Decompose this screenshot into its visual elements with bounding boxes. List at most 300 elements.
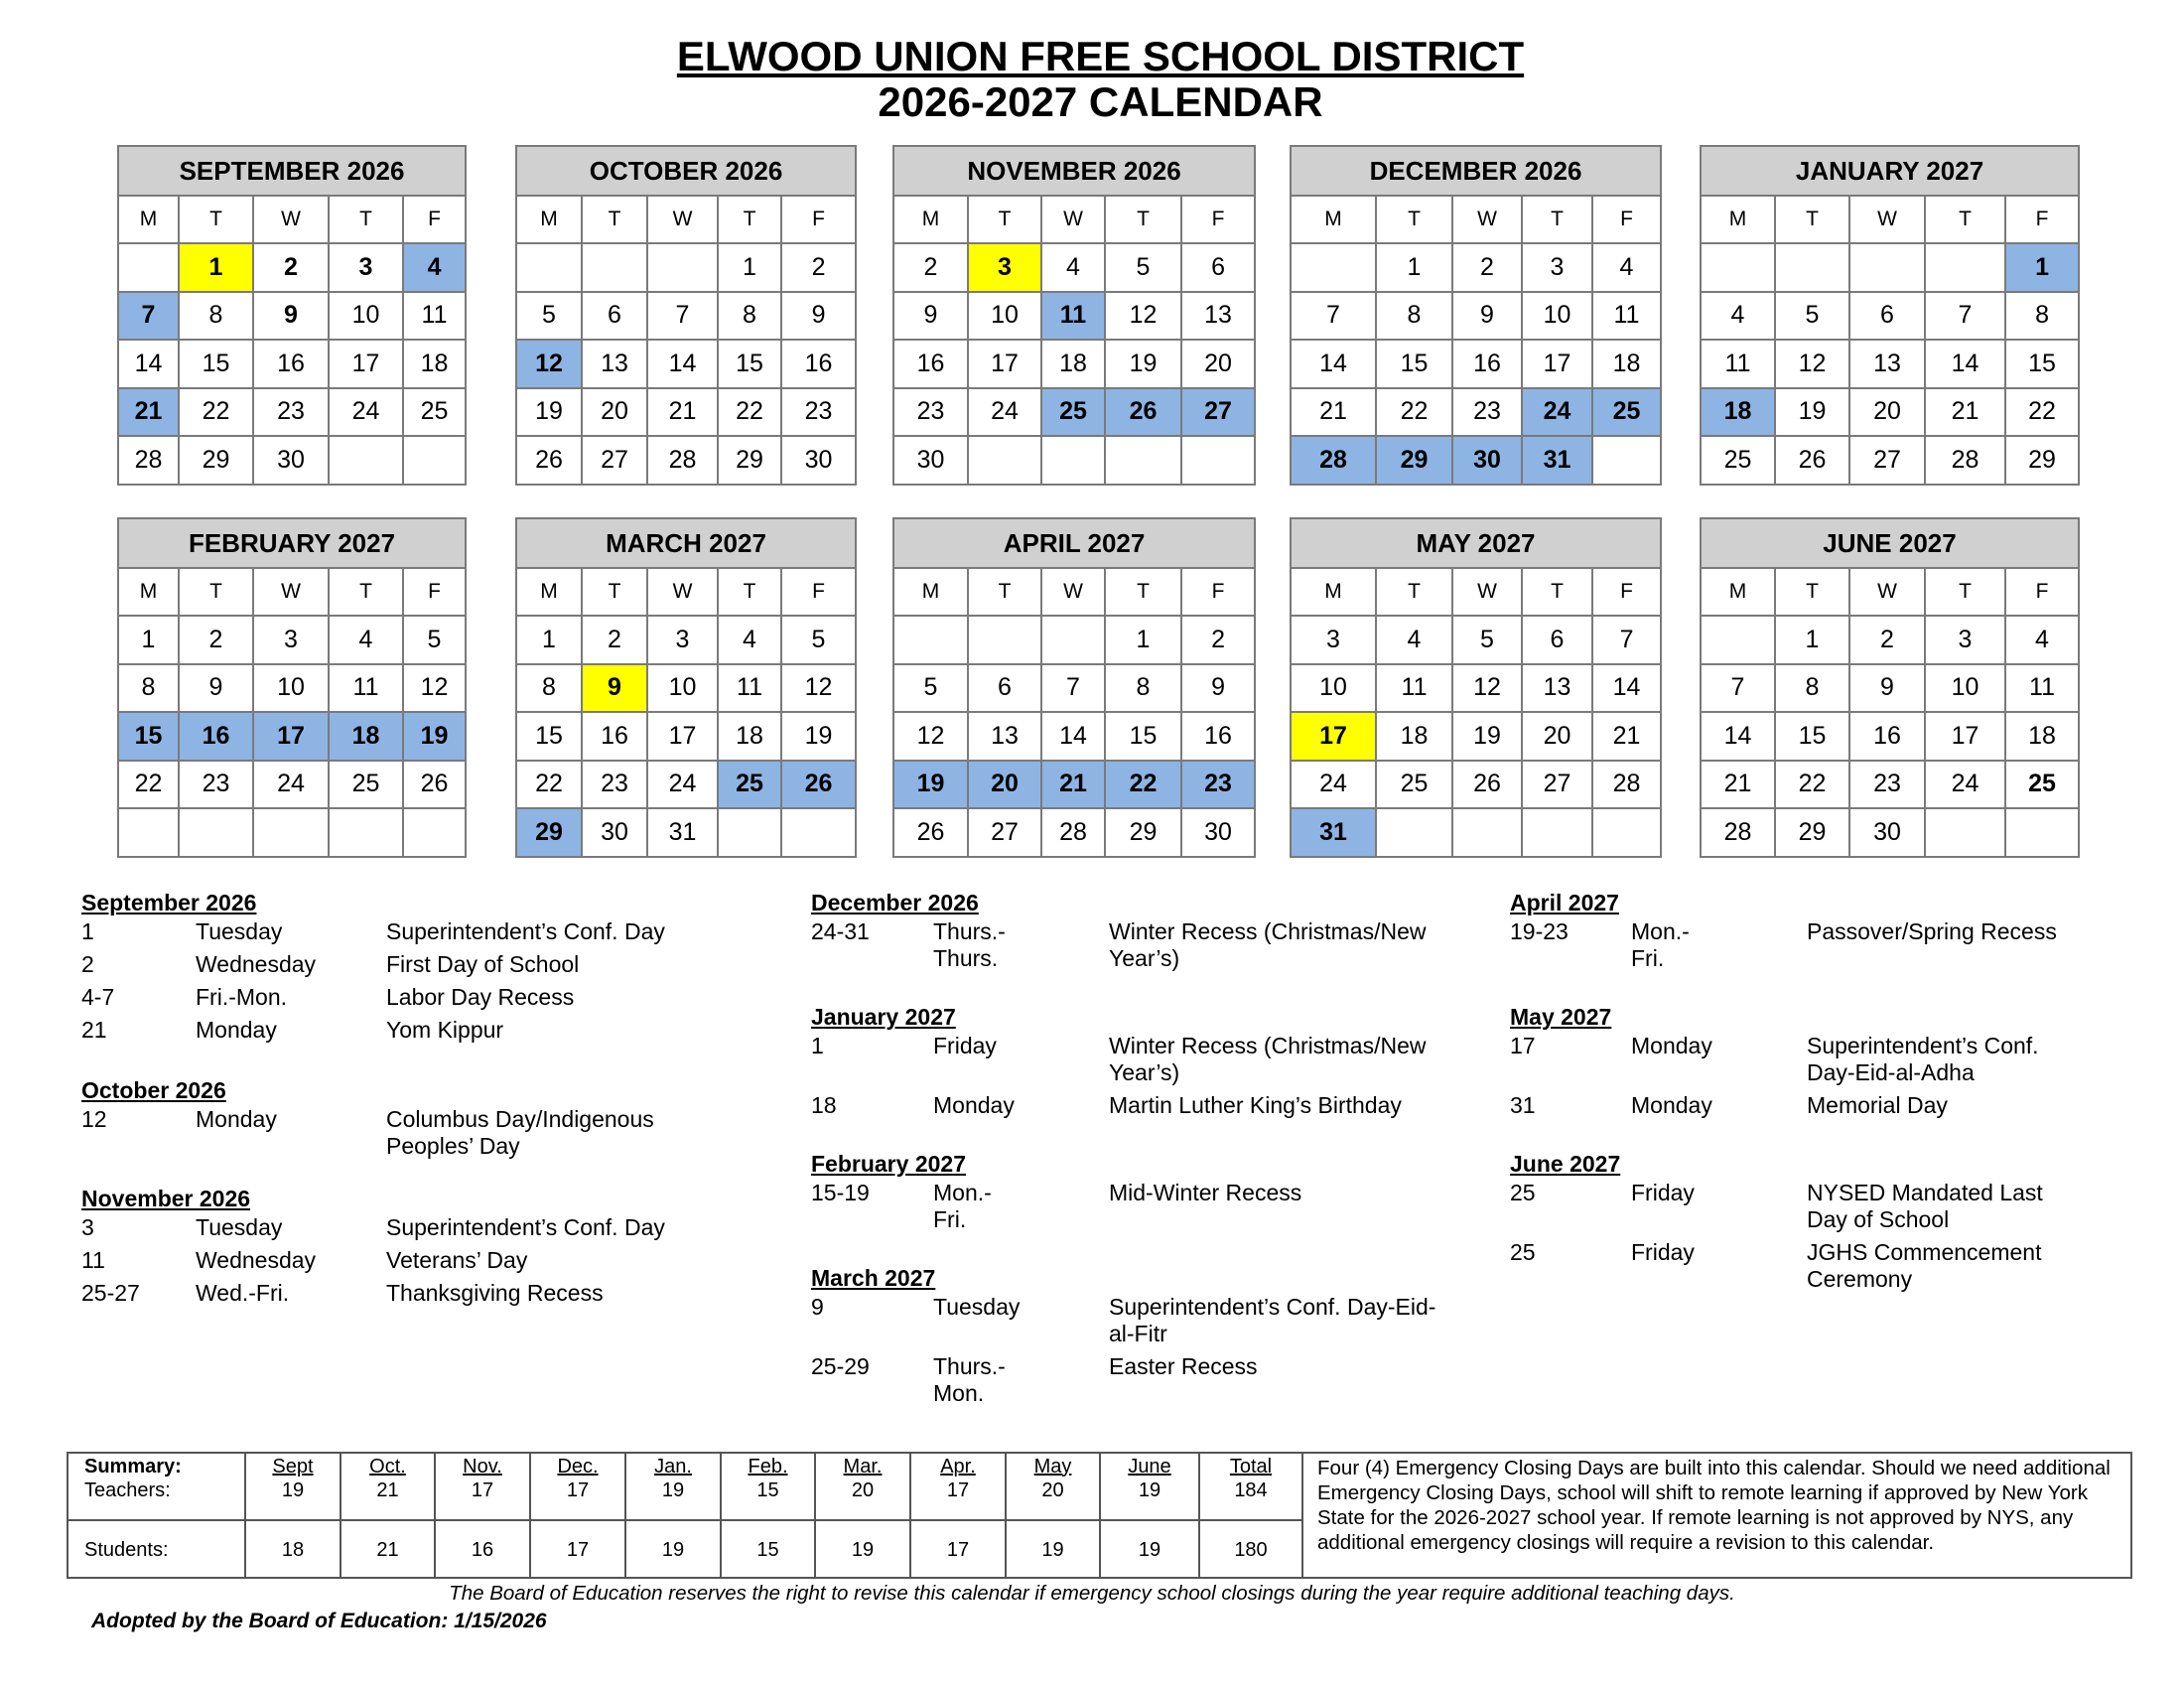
weekday-label: T — [1376, 196, 1452, 243]
day-cell: 29 — [1376, 436, 1452, 485]
day-cell: 12 — [1105, 292, 1181, 341]
day-cell: 27 — [1849, 436, 1925, 485]
day-cell — [1291, 243, 1376, 292]
weekday-label: W — [253, 196, 329, 243]
day-cell: 4 — [1376, 616, 1452, 664]
events-section — [1510, 1004, 2106, 1119]
day-cell — [1592, 808, 1661, 857]
day-cell: 16 — [1181, 712, 1255, 761]
day-cell: 16 — [179, 712, 253, 761]
day-cell: 23 — [179, 761, 253, 809]
week-row — [1701, 712, 2079, 761]
event-date: 17 — [1510, 1033, 1536, 1058]
weekday-label: T — [1376, 568, 1452, 616]
event-day: Monday — [196, 1106, 277, 1132]
event-row — [81, 1280, 727, 1307]
events-section — [811, 1265, 1456, 1407]
day-cell: 17 — [1925, 712, 2005, 761]
day-cell: 22 — [1105, 761, 1181, 809]
day-cell: 2 — [179, 616, 253, 664]
day-cell: 15 — [1376, 340, 1452, 388]
weekday-label: W — [253, 568, 329, 616]
event-name: Thanksgiving Recess — [386, 1280, 604, 1306]
day-cell: 24 — [647, 761, 718, 809]
weekday-label: M — [118, 196, 179, 243]
day-cell: 25 — [718, 761, 781, 809]
event-row — [1510, 1033, 2106, 1086]
day-cell: 16 — [781, 340, 856, 388]
day-cell: 22 — [1775, 761, 1849, 809]
week-row — [516, 436, 856, 485]
event-date: 2 — [81, 951, 94, 977]
event-date: 11 — [81, 1247, 105, 1273]
student-days: 19 — [815, 1520, 910, 1579]
event-day: Monday — [1631, 1092, 1712, 1118]
day-cell: 15 — [516, 712, 582, 761]
day-cell: 19 — [516, 388, 582, 437]
event-name: NYSED Mandated Last Day of School — [1807, 1180, 2043, 1232]
weekday-label: F — [1592, 568, 1661, 616]
event-name: Mid-Winter Recess — [1109, 1180, 1302, 1205]
day-cell — [893, 616, 968, 664]
summary-month-header: Sept — [245, 1454, 341, 1479]
day-cell: 4 — [329, 616, 403, 664]
week-row — [1291, 243, 1661, 292]
day-cell: 15 — [2005, 340, 2079, 388]
event-row — [1510, 1180, 2106, 1233]
event-row — [811, 918, 1456, 972]
day-cell: 24 — [1522, 388, 1592, 437]
day-cell: 17 — [329, 340, 403, 388]
week-row — [516, 388, 856, 437]
event-day: Wednesday — [196, 1247, 317, 1273]
day-cell: 8 — [118, 664, 179, 713]
day-cell: 29 — [2005, 436, 2079, 485]
adoption-date: Adopted by the Board of Education: 1/15/2026 — [91, 1610, 547, 1632]
day-cell: 21 — [1592, 712, 1661, 761]
week-row — [118, 808, 466, 857]
weekday-label: F — [781, 568, 856, 616]
day-cell: 26 — [1105, 388, 1181, 437]
month-calendar — [1700, 517, 2080, 858]
day-cell: 17 — [253, 712, 329, 761]
week-row — [118, 292, 466, 341]
day-cell: 24 — [253, 761, 329, 809]
day-cell: 1 — [2005, 243, 2079, 292]
month-title: DECEMBER 2026 — [1291, 146, 1661, 196]
month-title: JANUARY 2027 — [1701, 146, 2079, 196]
weekday-label: W — [1452, 568, 1522, 616]
day-cell: 26 — [893, 808, 968, 857]
day-cell — [2005, 808, 2079, 857]
day-cell: 4 — [403, 243, 466, 292]
day-cell: 14 — [1925, 340, 2005, 388]
event-row — [81, 1017, 727, 1044]
week-row — [118, 712, 466, 761]
day-cell: 12 — [516, 340, 582, 388]
teachers-label: Teachers: — [68, 1479, 245, 1520]
summary-month-header: Oct. — [341, 1454, 435, 1479]
district-name: ELWOOD UNION FREE SCHOOL DISTRICT — [676, 33, 1525, 79]
week-row — [1701, 761, 2079, 809]
weekday-label: F — [1181, 568, 1255, 616]
weekday-label: T — [329, 568, 403, 616]
teacher-days: 15 — [721, 1479, 815, 1520]
day-cell: 10 — [253, 664, 329, 713]
summary-month-header: Dec. — [530, 1454, 625, 1479]
event-date: 3 — [81, 1214, 94, 1240]
day-cell: 2 — [1849, 616, 1925, 664]
day-cell: 24 — [1925, 761, 2005, 809]
weekday-label: W — [647, 196, 718, 243]
weekday-label: T — [1105, 568, 1181, 616]
day-cell: 30 — [1849, 808, 1925, 857]
event-day: Monday — [933, 1092, 1015, 1118]
summary-month-header: May — [1006, 1454, 1100, 1479]
section-heading: March 2027 — [811, 1265, 936, 1291]
day-cell: 22 — [516, 761, 582, 809]
day-cell — [179, 808, 253, 857]
event-day: Wednesday — [196, 951, 317, 977]
section-heading: February 2027 — [811, 1151, 966, 1177]
event-day: Thurs.- Mon. — [933, 1353, 1006, 1406]
day-cell: 28 — [647, 436, 718, 485]
event-day: Fri.-Mon. — [196, 984, 287, 1010]
day-cell: 26 — [1452, 761, 1522, 809]
day-cell — [1522, 808, 1592, 857]
event-row — [81, 984, 727, 1011]
day-cell: 21 — [1925, 388, 2005, 437]
weekday-label: W — [1849, 196, 1925, 243]
day-cell: 8 — [2005, 292, 2079, 341]
day-cell: 14 — [118, 340, 179, 388]
weekday-label: T — [1925, 568, 2005, 616]
day-cell: 19 — [1105, 340, 1181, 388]
event-date: 25-27 — [81, 1280, 140, 1306]
day-cell: 24 — [1291, 761, 1376, 809]
day-cell: 20 — [1522, 712, 1592, 761]
day-cell — [1452, 808, 1522, 857]
day-cell — [1925, 243, 2005, 292]
events-column — [1510, 890, 2106, 1293]
calendar-year: 2026-2027 CALENDAR — [878, 78, 1323, 125]
weekday-label: T — [1522, 196, 1592, 243]
day-cell: 12 — [893, 712, 968, 761]
day-cell: 9 — [582, 664, 647, 713]
student-days: 19 — [1006, 1520, 1100, 1579]
day-cell: 11 — [1041, 292, 1105, 341]
event-date: 24-31 — [811, 918, 870, 944]
day-cell: 4 — [718, 616, 781, 664]
events-section — [811, 1151, 1456, 1233]
events-section — [811, 890, 1456, 972]
event-name: Martin Luther King’s Birthday — [1109, 1092, 1402, 1118]
day-cell: 2 — [1452, 243, 1522, 292]
day-cell: 24 — [329, 388, 403, 437]
day-cell: 12 — [403, 664, 466, 713]
day-cell: 4 — [1041, 243, 1105, 292]
day-cell — [1701, 243, 1775, 292]
weekday-label: T — [179, 196, 253, 243]
month-calendar — [117, 517, 467, 858]
day-cell: 15 — [118, 712, 179, 761]
event-day: Thurs.- Thurs. — [933, 918, 1006, 971]
month-calendar — [117, 145, 467, 486]
event-row — [81, 1247, 727, 1274]
day-cell: 19 — [893, 761, 968, 809]
day-cell: 3 — [329, 243, 403, 292]
month-calendar — [1290, 145, 1662, 486]
day-cell: 28 — [1592, 761, 1661, 809]
day-cell: 5 — [1105, 243, 1181, 292]
week-row — [1291, 808, 1661, 857]
student-days: 15 — [721, 1520, 815, 1579]
month-title: APRIL 2027 — [893, 518, 1255, 568]
day-cell: 28 — [1701, 808, 1775, 857]
week-row — [516, 761, 856, 809]
month-calendar — [892, 145, 1256, 486]
month-calendar — [892, 517, 1256, 858]
event-date: 12 — [81, 1106, 107, 1132]
day-cell: 21 — [118, 388, 179, 437]
week-row — [1701, 243, 2079, 292]
month-calendar — [1290, 517, 1662, 858]
month-calendar — [515, 517, 857, 858]
section-heading: May 2027 — [1510, 1004, 1612, 1030]
events-section — [1510, 890, 2106, 972]
day-cell: 17 — [1522, 340, 1592, 388]
day-cell — [1105, 436, 1181, 485]
week-row — [516, 616, 856, 664]
student-days: 17 — [530, 1520, 625, 1579]
day-cell — [582, 243, 647, 292]
event-row — [1510, 1092, 2106, 1119]
day-cell: 5 — [781, 616, 856, 664]
weekday-label: M — [516, 196, 582, 243]
summary-month-header: Jan. — [625, 1454, 721, 1479]
day-cell: 10 — [1925, 664, 2005, 713]
day-cell: 1 — [1376, 243, 1452, 292]
week-row — [516, 712, 856, 761]
weekday-label: T — [968, 196, 1041, 243]
day-cell — [118, 808, 179, 857]
week-row — [1291, 292, 1661, 341]
day-cell: 12 — [1775, 340, 1849, 388]
week-row — [1701, 292, 2079, 341]
day-cell — [253, 808, 329, 857]
event-day: Tuesday — [196, 1214, 283, 1240]
day-cell: 17 — [968, 340, 1041, 388]
teacher-days: 19 — [625, 1479, 721, 1520]
event-date: 21 — [81, 1017, 107, 1043]
weekday-label: W — [1849, 568, 1925, 616]
summary-month-header: Feb. — [721, 1454, 815, 1479]
week-row — [893, 388, 1255, 437]
day-cell: 23 — [582, 761, 647, 809]
week-row — [516, 808, 856, 857]
day-cell: 20 — [968, 761, 1041, 809]
day-cell: 16 — [1452, 340, 1522, 388]
event-row — [1510, 1239, 2106, 1293]
day-cell: 4 — [1701, 292, 1775, 341]
day-cell: 11 — [1376, 664, 1452, 713]
week-row — [893, 616, 1255, 664]
day-cell — [1181, 436, 1255, 485]
day-cell: 8 — [179, 292, 253, 341]
event-day: Tuesday — [933, 1294, 1021, 1320]
week-row — [1291, 616, 1661, 664]
day-cell: 16 — [253, 340, 329, 388]
day-cell: 23 — [893, 388, 968, 437]
week-row — [516, 340, 856, 388]
day-cell: 24 — [968, 388, 1041, 437]
day-cell — [516, 243, 582, 292]
event-name: Winter Recess (Christmas/New Year’s) — [1109, 1033, 1427, 1085]
teacher-days: 17 — [435, 1479, 530, 1520]
day-cell: 22 — [179, 388, 253, 437]
section-heading: April 2027 — [1510, 890, 1619, 915]
day-cell: 7 — [1701, 664, 1775, 713]
day-cell: 2 — [582, 616, 647, 664]
events-section — [811, 1004, 1456, 1119]
teacher-days: 20 — [1006, 1479, 1100, 1520]
day-cell: 20 — [1181, 340, 1255, 388]
day-cell: 28 — [1041, 808, 1105, 857]
weekday-label: F — [781, 196, 856, 243]
day-cell: 1 — [516, 616, 582, 664]
day-cell: 21 — [1701, 761, 1775, 809]
day-cell — [403, 436, 466, 485]
week-row — [1701, 340, 2079, 388]
event-date: 4-7 — [81, 984, 115, 1010]
day-cell: 3 — [1291, 616, 1376, 664]
weekday-label: T — [1775, 196, 1849, 243]
day-cell: 30 — [582, 808, 647, 857]
weekday-label: F — [1181, 196, 1255, 243]
day-cell: 29 — [1105, 808, 1181, 857]
board-disclaimer: The Board of Education reserves the right to revise this calendar if emergency school closings during the year require additional teaching days. — [449, 1582, 1735, 1605]
day-cell: 29 — [1775, 808, 1849, 857]
day-cell: 11 — [718, 664, 781, 713]
day-cell: 14 — [1041, 712, 1105, 761]
events-section — [81, 1186, 727, 1307]
weekday-label: F — [403, 568, 466, 616]
day-cell: 9 — [1849, 664, 1925, 713]
weekday-label: T — [1105, 196, 1181, 243]
day-cell: 23 — [1452, 388, 1522, 437]
day-cell: 30 — [893, 436, 968, 485]
event-row — [81, 1106, 727, 1160]
section-heading: November 2026 — [81, 1186, 251, 1211]
weekday-label: W — [1041, 196, 1105, 243]
event-name: Easter Recess — [1109, 1353, 1258, 1379]
event-date: 25 — [1510, 1239, 1536, 1265]
week-row — [516, 243, 856, 292]
day-cell: 27 — [968, 808, 1041, 857]
day-cell: 8 — [1775, 664, 1849, 713]
day-cell: 17 — [1291, 712, 1376, 761]
week-row — [893, 292, 1255, 341]
weekday-label: M — [893, 196, 968, 243]
event-day: Friday — [1631, 1180, 1695, 1205]
weekday-label: W — [1041, 568, 1105, 616]
day-cell: 3 — [968, 243, 1041, 292]
day-cell: 13 — [1849, 340, 1925, 388]
weekday-label: M — [516, 568, 582, 616]
event-name: First Day of School — [386, 951, 580, 977]
day-cell: 1 — [179, 243, 253, 292]
weekday-label: F — [403, 196, 466, 243]
day-cell: 14 — [1291, 340, 1376, 388]
week-row — [1291, 664, 1661, 713]
teacher-days: 21 — [341, 1479, 435, 1520]
day-cell: 14 — [1701, 712, 1775, 761]
week-row — [1701, 664, 2079, 713]
day-cell: 18 — [329, 712, 403, 761]
day-cell: 7 — [1592, 616, 1661, 664]
day-cell: 15 — [718, 340, 781, 388]
week-row — [1701, 388, 2079, 437]
day-cell: 3 — [253, 616, 329, 664]
event-date: 9 — [811, 1294, 824, 1320]
day-cell: 12 — [1452, 664, 1522, 713]
day-cell: 18 — [2005, 712, 2079, 761]
day-cell: 8 — [718, 292, 781, 341]
section-heading: September 2026 — [81, 890, 257, 915]
week-row — [893, 712, 1255, 761]
day-cell — [1849, 243, 1925, 292]
day-cell: 5 — [1775, 292, 1849, 341]
weekday-label: T — [179, 568, 253, 616]
day-cell — [403, 808, 466, 857]
day-cell: 2 — [253, 243, 329, 292]
day-cell: 6 — [1849, 292, 1925, 341]
weekday-label: W — [647, 568, 718, 616]
weekday-label: F — [1592, 196, 1661, 243]
event-name: Winter Recess (Christmas/New Year’s) — [1109, 918, 1427, 971]
week-row — [1701, 436, 2079, 485]
day-cell: 1 — [118, 616, 179, 664]
day-cell: 15 — [1775, 712, 1849, 761]
event-day: Mon.-Fri. — [933, 1180, 992, 1232]
month-title: MARCH 2027 — [516, 518, 856, 568]
summary-month-header: Mar. — [815, 1454, 910, 1479]
emergency-closing-note: Four (4) Emergency Closing Days are built into this calendar. Should we need additional Emergency Closing Days, school will shift to remote learning if approved by New York State for the 2026-2027 school year. If remote learning is not approved by NYS, any additional emergency closings will require a revision to this calendar. — [1317, 1457, 2111, 1554]
section-heading: June 2027 — [1510, 1151, 1621, 1177]
teacher-days: 20 — [815, 1479, 910, 1520]
weekday-label: T — [1925, 196, 2005, 243]
event-name: Yom Kippur — [386, 1017, 504, 1043]
event-name: Superintendent’s Conf. Day — [386, 918, 665, 944]
month-title: MAY 2027 — [1291, 518, 1661, 568]
day-cell: 30 — [1181, 808, 1255, 857]
day-cell: 7 — [1925, 292, 2005, 341]
week-row — [1291, 436, 1661, 485]
week-row — [1291, 340, 1661, 388]
weekday-label: M — [893, 568, 968, 616]
event-name: Veterans’ Day — [386, 1247, 528, 1273]
day-cell: 19 — [403, 712, 466, 761]
event-name: Superintendent’s Conf. Day-Eid-al-Adha — [1807, 1033, 2039, 1085]
day-cell — [118, 243, 179, 292]
day-cell: 25 — [2005, 761, 2079, 809]
student-days: 180 — [1199, 1520, 1302, 1579]
day-cell: 25 — [1376, 761, 1452, 809]
day-cell: 13 — [1181, 292, 1255, 341]
day-cell: 3 — [1522, 243, 1592, 292]
day-cell: 13 — [968, 712, 1041, 761]
month-calendar — [1700, 145, 2080, 486]
